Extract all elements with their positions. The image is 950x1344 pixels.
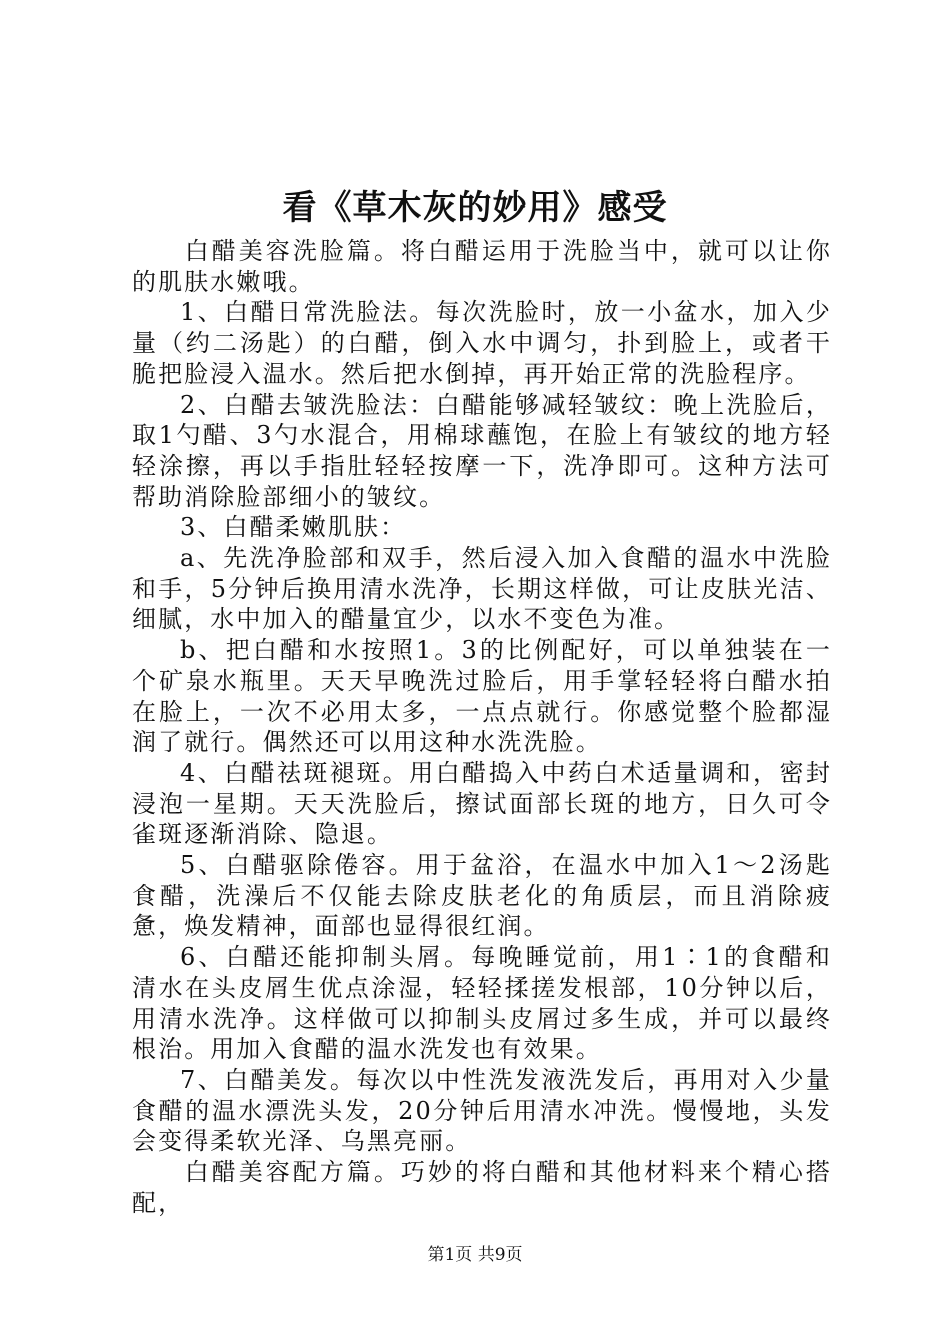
paragraph-soften-skin-a: a、先洗净脸部和双手，然后浸入加入食醋的温水中洗脸和手，5分钟后换用清水洗净，长期这样做，可让皮肤光洁、细腻，水中加入的醋量宜少，以水不变色为准。 (132, 544, 832, 634)
document-title: 看《草木灰的妙用》感受 (282, 188, 668, 228)
paragraph-recipe-intro: 白醋美容配方篇。巧妙的将白醋和其他材料来个精心搭配， (132, 1158, 832, 1217)
paragraph-soften-skin-heading: 3、白醋柔嫩肌肤： (180, 513, 407, 542)
paragraph-soften-skin-b: b、把白醋和水按照1。3的比例配好，可以单独装在一个矿泉水瓶里。天天早晚洗过脸后，用手掌轻轻将白醋水拍在脸上，一次不必用太多，一点点就行。你感觉整个脸都湿润了就行。偶然还可以用这种水洗洗脸。 (132, 636, 832, 757)
paragraph-freckle-removal: 4、白醋祛斑褪斑。用白醋捣入中药白术适量调和，密封浸泡一星期。天天洗脸后，擦试面部长斑的地方，日久可令雀斑逐渐消除、隐退。 (132, 758, 832, 849)
paragraph-vinegar-face-wash-intro: 白醋美容洗脸篇。将白醋运用于洗脸当中，就可以让你的肌肤水嫩哦。 (132, 237, 832, 296)
paragraph-wrinkle-face-wash: 2、白醋去皱洗脸法：白醋能够减轻皱纹：晚上洗脸后，取1勺醋、3勺水混合，用棉球蘸饱，在脸上有皱纹的地方轻轻涂擦，再以手指肚轻轻按摩一下，洗净即可。这种方法可帮助消除脸部细小的皱纹。 (132, 390, 832, 511)
paragraph-daily-face-wash: 1、白醋日常洗脸法。每次洗脸时，放一小盆水，加入少量（约二汤匙）的白醋，倒入水中调匀，扑到脸上，或者干脆把脸浸入温水。然后把水倒掉，再开始正常的洗脸程序。 (132, 298, 832, 388)
page-footer: 第1页 共9页 (427, 1245, 523, 1265)
document-body (132, 236, 832, 1219)
paragraph-dandruff-control: 6、白醋还能抑制头屑。每晚睡觉前，用1∶1的食醋和清水在头皮屑生优点涂湿，轻轻揉搓发根部，10分钟以后，用清水洗净。这样做可以抑制头皮屑过多生成，并可以最终根治。用加入食醋的温水洗发也有效果。 (132, 943, 832, 1064)
paragraph-hair-care: 7、白醋美发。每次以中性洗发液洗发后，再用对入少量食醋的温水漂洗头发，20分钟后用清水冲洗。慢慢地，头发会变得柔软光泽、乌黑亮丽。 (132, 1065, 832, 1156)
paragraph-fatigue-relief: 5、白醋驱除倦容。用于盆浴，在温水中加入1～2汤匙食醋，洗澡后不仅能去除皮肤老化的角质层，而且消除疲惫，焕发精神，面部也显得很红润。 (132, 851, 832, 941)
